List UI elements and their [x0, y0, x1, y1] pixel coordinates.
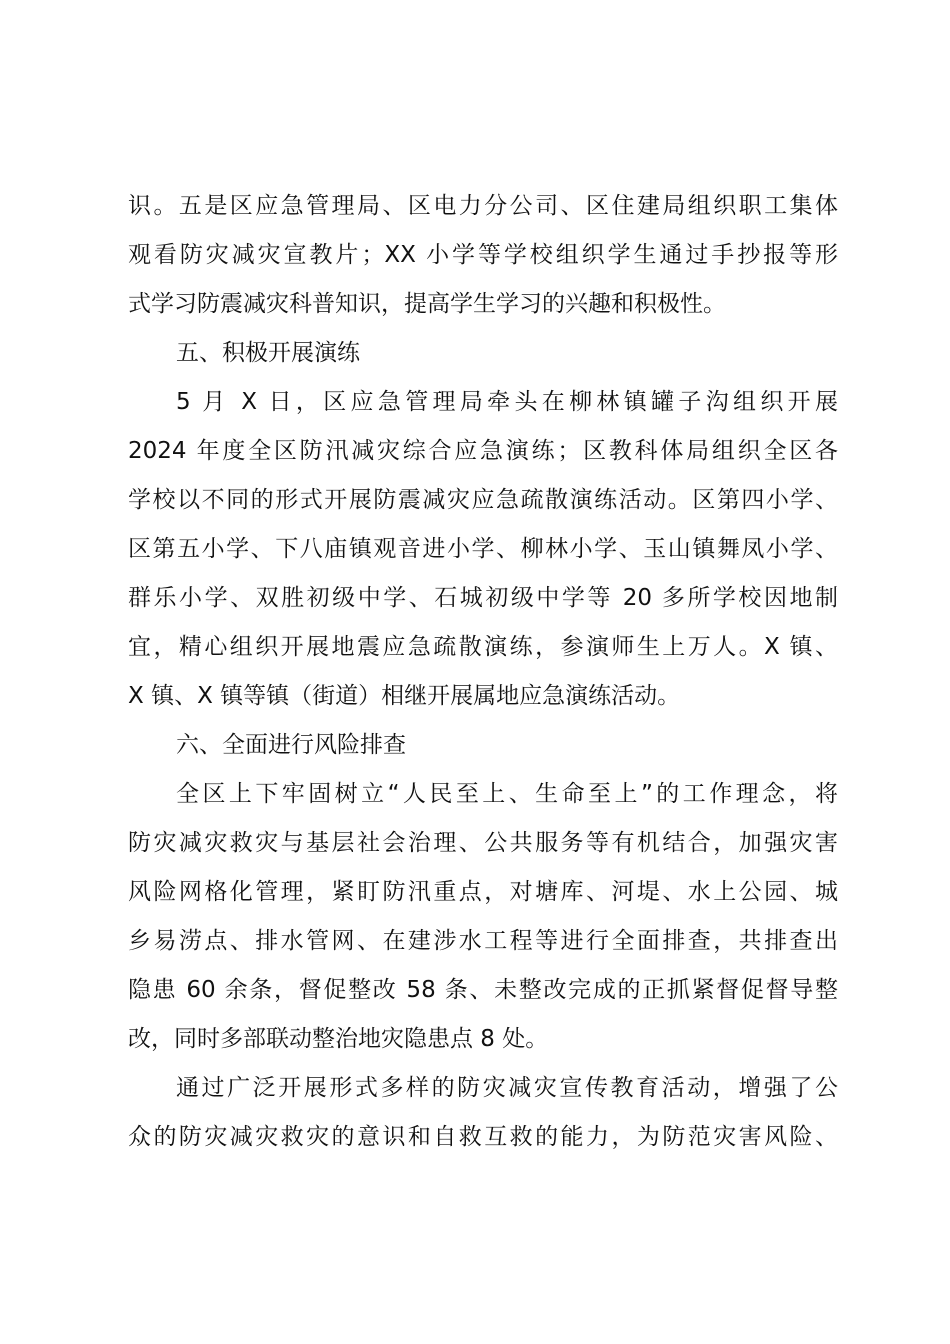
text-line: 式学习防震减灾科普知识，提高学生学习的兴趣和积极性。	[128, 291, 726, 317]
text-line: 2024 年度全区防汛减灾综合应急演练；区教科体局组织全区各	[128, 438, 838, 464]
text-line: 宜，精心组织开展地震应急疏散演练，参演师生上万人。X 镇、	[128, 634, 838, 660]
text-line: 隐患 60 余条，督促整改 58 条、未整改完成的正抓紧督促督导整	[128, 977, 838, 1003]
text-line: 改，同时多部联动整治地灾隐患点 8 处。	[128, 1026, 549, 1052]
section-heading-6: 六、全面进行风险排查	[176, 732, 406, 758]
text-line: 群乐小学、双胜初级中学、石城初级中学等 20 多所学校因地制	[128, 585, 838, 611]
text-line: 防灾减灾救灾与基层社会治理、公共服务等有机结合，加强灾害	[128, 830, 838, 856]
text-line: 乡易涝点、排水管网、在建涉水工程等进行全面排查，共排查出	[128, 928, 838, 954]
text-line: 区第五小学、下八庙镇观音进小学、柳林小学、玉山镇舞凤小学、	[128, 536, 838, 562]
section-heading-5: 五、积极开展演练	[176, 340, 360, 366]
text-line: 学校以不同的形式开展防震减灾应急疏散演练活动。区第四小学、	[128, 487, 838, 513]
text-line: 识。五是区应急管理局、区电力分公司、区住建局组织职工集体	[128, 193, 838, 219]
text-line: 5 月 X 日，区应急管理局牵头在柳林镇罐子沟组织开展	[176, 389, 838, 415]
text-line: 观看防灾减灾宣教片；XX 小学等学校组织学生通过手抄报等形	[128, 242, 838, 268]
text-line: 全区上下牢固树立“人民至上、生命至上”的工作理念，将	[176, 781, 838, 807]
text-line: 众的防灾减灾救灾的意识和自救互救的能力，为防范灾害风险、	[128, 1124, 838, 1150]
text-line: 风险网格化管理，紧盯防汛重点，对塘库、河堤、水上公园、城	[128, 879, 838, 905]
text-line: X 镇、X 镇等镇（街道）相继开展属地应急演练活动。	[128, 683, 681, 709]
text-line: 通过广泛开展形式多样的防灾减灾宣传教育活动，增强了公	[176, 1075, 838, 1101]
document-body	[128, 182, 838, 1162]
